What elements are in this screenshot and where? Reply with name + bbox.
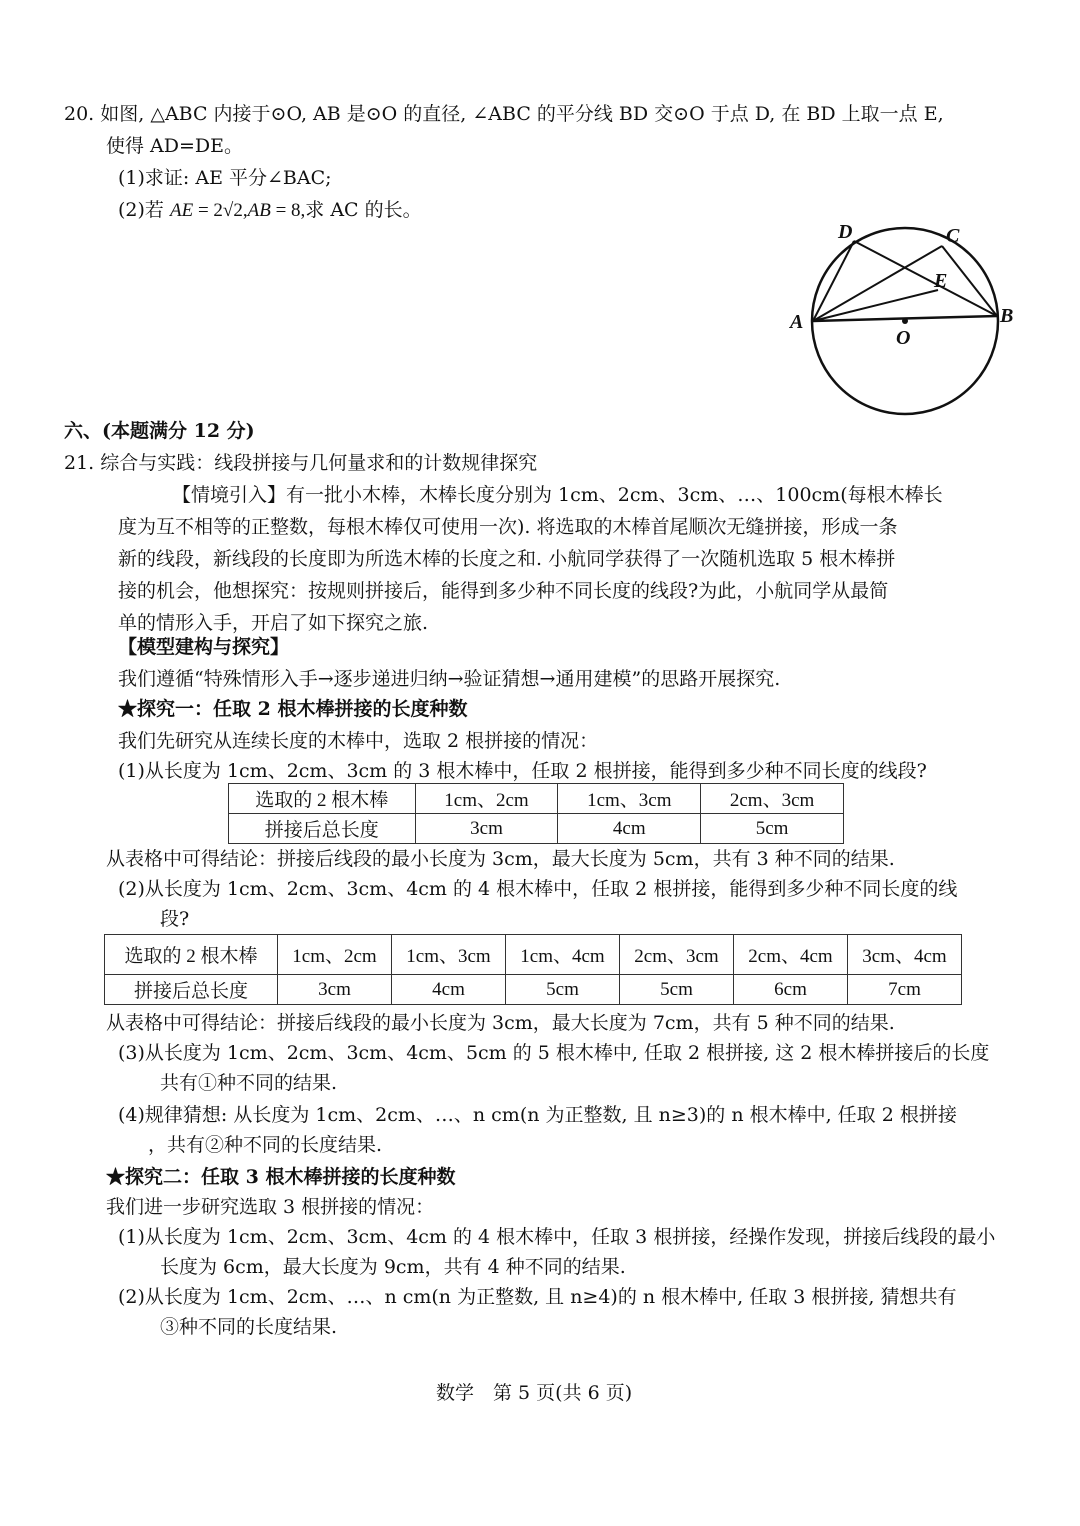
q20-math-eq2: = 8,: [270, 200, 306, 221]
table2-total: 6cm: [734, 975, 848, 1005]
q20-line2: 使得 AD=DE。: [106, 135, 244, 157]
explore1-p4a: (4)规律猜想: 从长度为 1cm、2cm、…、n cm(n 为正整数, 且 n≥3)的 n 根木棒中, 任取 2 根拼接: [118, 1104, 957, 1126]
table2-pick: 1cm、3cm: [392, 935, 506, 975]
table2-pick: 1cm、2cm: [278, 935, 392, 975]
segment-ae: [813, 290, 938, 321]
table1-total: 5cm: [701, 814, 844, 844]
q21-intro-4: 接的机会，他想探究：按规则拼接后，能得到多少种不同长度的线段?为此，小航同学从最简: [118, 580, 889, 602]
table1-total: 3cm: [415, 814, 558, 844]
q20-part1: (1)求证: AE 平分∠BAC;: [118, 167, 332, 189]
explore1-p4b: ，共有②种不同的长度结果.: [148, 1134, 383, 1156]
label-c: C: [946, 225, 960, 247]
label-b: B: [1000, 305, 1014, 327]
q20-part2-prefix: (2)若: [118, 199, 170, 221]
q20-line1: 20. 如图, △ABC 内接于⊙O, AB 是⊙O 的直径, ∠ABC 的平分线 BD 交⊙O 于点 D, 在 BD 上取一点 E,: [64, 103, 944, 125]
explore1-intro: 我们先研究从连续长度的木棒中，选取 2 根拼接的情况：: [118, 730, 599, 752]
q20-part2-suffix: 求 AC 的长。: [305, 199, 422, 221]
section6-title: 六、(本题满分 12 分): [64, 420, 255, 442]
label-a: A: [790, 311, 804, 333]
explore2-intro: 我们进一步研究选取 3 根拼接的情况：: [106, 1196, 435, 1218]
table1-header-totals: 拼接后总长度: [229, 814, 416, 844]
explore1-p3b: 共有①种不同的结果.: [160, 1072, 338, 1094]
q20-math-eq1: = 2√2,: [193, 200, 248, 221]
table2-header-totals: 拼接后总长度: [105, 975, 278, 1005]
explore2-p2b: ③种不同的长度结果.: [160, 1316, 338, 1338]
model-heading: 【模型建构与探究】: [118, 636, 290, 658]
table1-pick: 1cm、2cm: [415, 784, 558, 814]
explore1-p3a: (3)从长度为 1cm、2cm、3cm、4cm、5cm 的 5 根木棒中, 任取 2 根拼接, 这 2 根木棒拼接后的长度: [118, 1042, 990, 1064]
table2-header-picks: 选取的 2 根木棒: [105, 935, 278, 975]
explore1-c1: 从表格中可得结论：拼接后线段的最小长度为 3cm，最大长度为 5cm，共有 3 种不同的结果.: [106, 848, 895, 870]
circle-geometry-figure: [780, 218, 1030, 418]
table2-total: 7cm: [848, 975, 962, 1005]
table-choose-2-of-3: [228, 783, 844, 844]
explore1-p1: (1)从长度为 1cm、2cm、3cm 的 3 根木棒中，任取 2 根拼接，能得到多少种不同长度的线段?: [118, 760, 927, 782]
page-footer: 数学 第 5 页(共 6 页): [436, 1382, 633, 1404]
table1-total: 4cm: [558, 814, 701, 844]
table1-pick: 1cm、3cm: [558, 784, 701, 814]
explore1-p2a: (2)从长度为 1cm、2cm、3cm、4cm 的 4 根木棒中，任取 2 根拼接，能得到多少种不同长度的线: [118, 878, 958, 900]
explore2-p2a: (2)从长度为 1cm、2cm、…、n cm(n 为正整数, 且 n≥4)的 n 根木棒中, 任取 3 根拼接, 猜想共有: [118, 1286, 957, 1308]
table2-pick: 2cm、3cm: [620, 935, 734, 975]
q21-intro-1: 【情境引入】有一批小木棒，木棒长度分别为 1cm、2cm、3cm、…、100cm(每根木棒长: [172, 484, 943, 506]
table2-total: 5cm: [620, 975, 734, 1005]
q20-math-ab: AB: [247, 200, 271, 221]
explore1-c2: 从表格中可得结论：拼接后线段的最小长度为 3cm，最大长度为 7cm，共有 5 种不同的结果.: [106, 1012, 895, 1034]
q21-intro-5: 单的情形入手，开启了如下探究之旅.: [118, 612, 429, 634]
model-text: 我们遵循“特殊情形入手→逐步递进归纳→验证猜想→通用建模”的思路开展探究.: [118, 668, 781, 690]
explore2-heading: ★探究二：任取 3 根木棒拼接的长度种数: [106, 1166, 456, 1188]
table2-pick: 3cm、4cm: [848, 935, 962, 975]
table2-total: 4cm: [392, 975, 506, 1005]
table1-pick: 2cm、3cm: [701, 784, 844, 814]
label-e: E: [934, 270, 948, 292]
label-d: D: [838, 221, 853, 243]
table2-total: 3cm: [278, 975, 392, 1005]
table1-header-picks: 选取的 2 根木棒: [229, 784, 416, 814]
q21-intro-2: 度为互不相等的正整数，每根木棒仅可使用一次). 将选取的木棒首尾顺次无缝拼接，形成一条: [118, 516, 898, 538]
table2-pick: 2cm、4cm: [734, 935, 848, 975]
explore2-p1a: (1)从长度为 1cm、2cm、3cm、4cm 的 4 根木棒中，任取 3 根拼接，经操作发现，拼接后线段的最小: [118, 1226, 996, 1248]
explore2-p1b: 长度为 6cm，最大长度为 9cm，共有 4 种不同的结果.: [160, 1256, 626, 1278]
table2-total: 5cm: [506, 975, 620, 1005]
explore1-p2b: 段?: [160, 908, 190, 930]
explore1-heading: ★探究一：任取 2 根木棒拼接的长度种数: [118, 698, 468, 720]
q20-math-ae: AE: [169, 200, 194, 221]
q21-intro-3: 新的线段，新线段的长度即为所选木棒的长度之和. 小航同学获得了一次随机选取 5 根木棒拼: [118, 548, 896, 570]
q21-title: 21. 综合与实践：线段拼接与几何量求和的计数规律探究: [64, 452, 538, 474]
table-choose-2-of-4: [104, 934, 962, 1005]
label-o: O: [896, 327, 911, 349]
center-dot: [902, 318, 908, 324]
q20-part2: [118, 197, 422, 224]
table2-pick: 1cm、4cm: [506, 935, 620, 975]
